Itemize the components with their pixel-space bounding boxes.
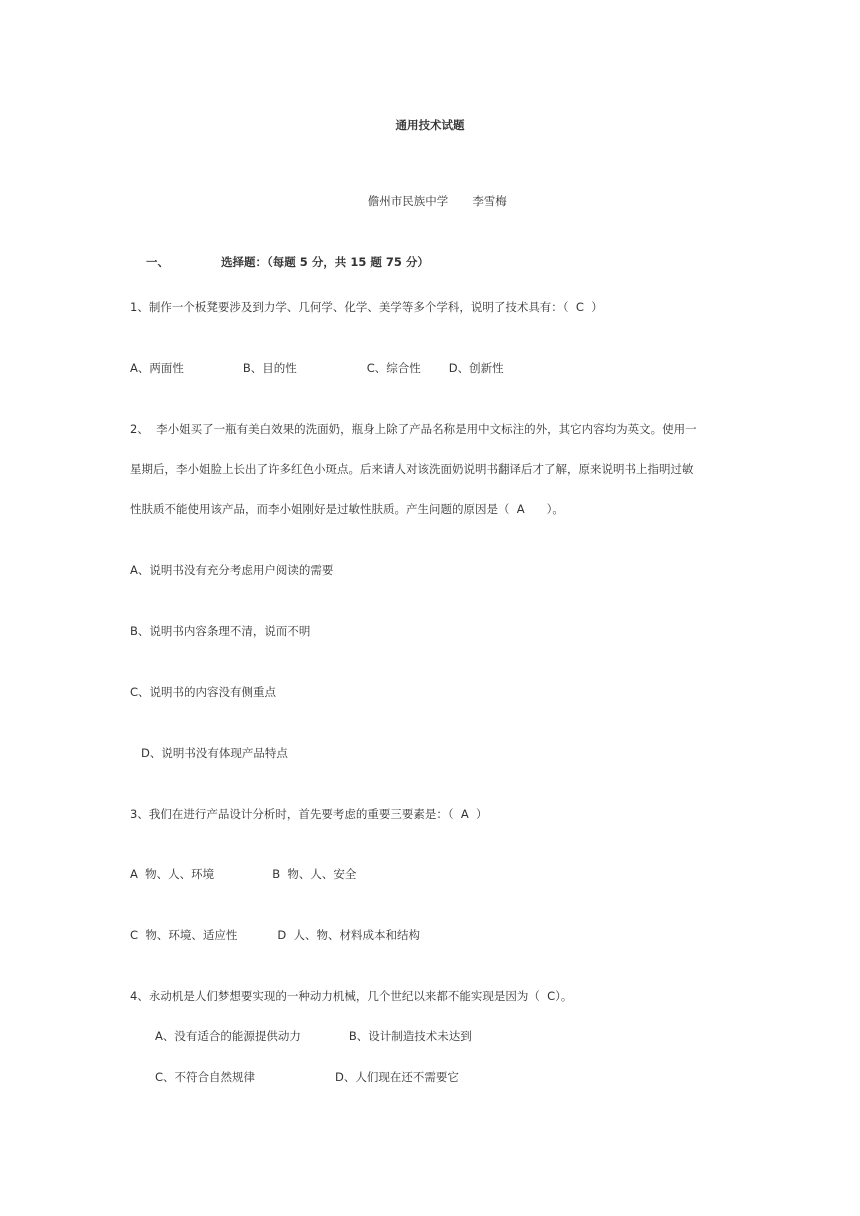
question-3-options-row-1 (130, 866, 356, 882)
question-3-text: 3、我们在进行产品设计分析时，首先要考虑的重要三要素是：（ A ） (130, 807, 488, 821)
question-4-options-row-2 (155, 1069, 459, 1085)
total-points: 75 (385, 255, 402, 269)
q1-option-c: C、综合性 (366, 361, 421, 375)
section-mid-text-2: 题 (370, 255, 382, 269)
question-4-text: 4、永动机是人们梦想要实现的一种动力机械，几个世纪以来都不能实现是因为（ C）。 (130, 989, 573, 1003)
author-line (0, 177, 860, 225)
question-1-text: 1、制作一个板凳要涉及到力学、几何学、化学、美学等多个学科，说明了技术具有：（ C ） (130, 300, 603, 314)
points-each: 5 (299, 255, 308, 269)
author-name: 李雪梅 (472, 194, 507, 208)
q1-option-d: D、创新性 (448, 361, 504, 375)
q3-option-b: B 物、人、安全 (272, 867, 357, 881)
q4-option-b: B、设计制造技术未达到 (348, 1029, 472, 1043)
q4-option-d: D、人们现在还不需要它 (335, 1070, 459, 1084)
section-heading (130, 238, 429, 286)
question-2-line-1: 2、 李小姐买了一瓶有美白效果的洗面奶，瓶身上除了产品名称是用中文标注的外，其它内容均为英文。使用一 (130, 422, 697, 436)
q3-option-a: A 物、人、环境 (130, 867, 215, 881)
question-count: 15 (350, 255, 367, 269)
q4-option-a: A、没有适合的能源提供动力 (155, 1029, 301, 1043)
q2-option-c: C、说明书的内容没有侧重点 (130, 685, 277, 699)
section-heading-text: 选择题：（每题 (221, 255, 296, 269)
section-mid-text-1: 分，共 (311, 255, 347, 269)
q2-option-b: B、说明书内容条理不清，说而不明 (130, 624, 311, 638)
author-school: 儋州市民族中学 (367, 194, 449, 208)
q1-option-a: A、两面性 (130, 361, 184, 375)
question-2-line-3: 性肤质不能使用该产品，而李小姐刚好是过敏性肤质。产生问题的原因是（ A ）。 (130, 502, 564, 516)
question-3-options-row-2 (130, 927, 420, 943)
section-number: 一、 (146, 255, 170, 269)
q3-option-c: C 物、环境、适应性 (130, 928, 238, 942)
question-2-line-2: 星期后，李小姐脸上长出了许多红色小斑点。后来请人对该洗面奶说明书翻译后才了解，原来说明书上指明过敏 (130, 462, 694, 476)
q2-option-d: D、说明书没有体现产品特点 (141, 746, 288, 760)
q3-option-d: D 人、物、材料成本和结构 (277, 928, 421, 942)
question-4-options-row-1 (155, 1028, 472, 1044)
document-title: 通用技术试题 (395, 118, 465, 132)
q1-option-b: B、目的性 (242, 361, 297, 375)
question-1-options (130, 360, 504, 376)
q4-option-c: C、不符合自然规律 (155, 1070, 256, 1084)
section-end-text: 分） (405, 255, 429, 269)
q2-option-a: A、说明书没有充分考虑用户阅读的需要 (130, 563, 334, 577)
